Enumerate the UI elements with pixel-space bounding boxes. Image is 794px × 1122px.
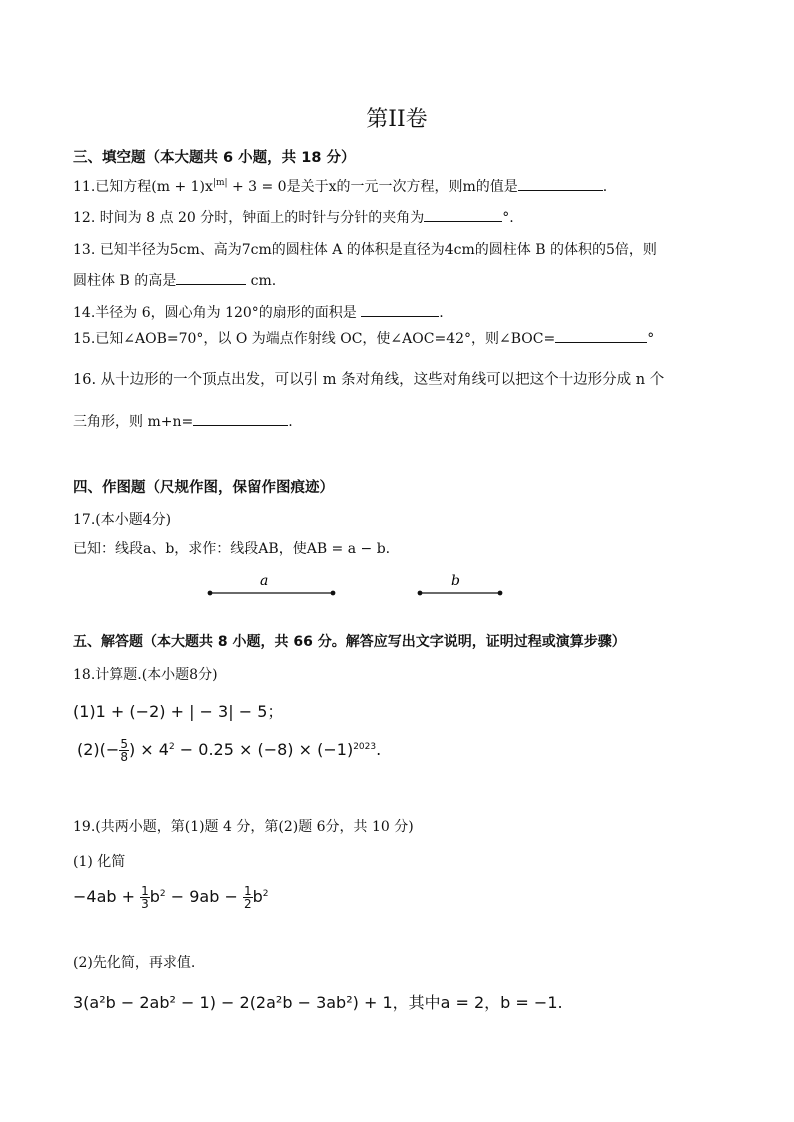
fraction-5-8: $\frac{5}{8}$ <box>120 737 128 764</box>
q12-text: 12. 时间为 8 点 20 分时，钟面上的时针与分针的夹角为 <box>73 210 425 226</box>
segment-a-label: a <box>260 573 269 589</box>
question-19-part1-expression: −4ab + $\frac{1}{3}$ $b^2 - 9ab$ − $\frac{1}{2}$ $b^2$ <box>73 884 269 911</box>
fraction-1-2: $\frac{1}{2}$ <box>243 884 252 911</box>
q11-text: 11.已知方程(m + 1)x <box>73 179 213 195</box>
question-17-heading: 17.(本小题4分) <box>73 512 172 528</box>
section-5-heading: 五、解答题（本大题共 8 小题，共 66 分。解答应写出文字说明，证明过程或演算步骤） <box>73 634 626 650</box>
question-19-heading: 19.(共两小题，第(1)题 4 分，第(2)题 6分，共 10 分) <box>73 819 414 835</box>
q11-exponent: |m| <box>212 178 228 188</box>
q18-2-exponent-2023: 2023 <box>353 742 377 752</box>
q15-end: ° <box>647 331 655 347</box>
question-13-line2 <box>73 270 276 290</box>
q16-end: . <box>288 414 293 430</box>
question-11 <box>73 176 607 196</box>
q14-text: 14.半径为 6，圆心角为 120°的扇形的面积是 <box>73 305 362 321</box>
q18-2-exponent: 2 <box>168 742 175 752</box>
fraction-1-3: $\frac{1}{3}$ <box>141 884 149 911</box>
q15-answer-blank[interactable] <box>555 328 647 343</box>
question-16-line1: 16. 从十边形的一个顶点出发，可以引 m 条对角线，这些对角线可以把这个十边形分成 n 个 <box>73 372 665 388</box>
section-3-heading: 三、填空题（本大题共 6 小题，共 18 分） <box>73 150 356 166</box>
q13-end: cm. <box>246 273 277 289</box>
question-16-line2 <box>73 411 293 431</box>
question-19-part2-expression: 3(a²b − 2ab² − 1) − 2(2a²b − 3ab²) + 1，其中a = 2，b = −1. <box>73 993 563 1012</box>
q18-2-text-2: ) × 4 <box>128 740 169 759</box>
q15-text: 15.已知∠AOB=70°，以 O 为端点作射线 OC，使∠AOC=42°，则∠BOC= <box>73 331 556 347</box>
question-17-text: 已知：线段a、b，求作：线段AB，使AB = a − b. <box>73 541 391 557</box>
given-segments-figure <box>200 570 520 606</box>
question-12 <box>73 207 514 227</box>
question-15 <box>73 328 654 348</box>
q11-text-2: + 3 = 0是关于x的一元一次方程，则m的值是 <box>227 179 518 195</box>
q14-end: . <box>439 305 444 321</box>
question-18-heading: 18.计算题.(本小题8分) <box>73 667 218 683</box>
q13-text: 圆柱体 B 的高是 <box>73 273 177 289</box>
question-13-line1: 13. 已知半径为5cm、高为7cm的圆柱体 A 的体积是直径为4cm的圆柱体 B 的体积的5倍，则 <box>73 242 657 258</box>
question-19-part1-label: (1) 化简 <box>73 854 126 870</box>
q13-answer-blank[interactable] <box>176 270 246 285</box>
q11-end: . <box>602 179 608 195</box>
q18-2-text: (2)(− <box>77 740 120 759</box>
segment-a <box>208 591 336 596</box>
section-4-heading: 四、作图题（尺规作图，保留作图痕迹） <box>73 480 334 496</box>
segment-b <box>418 591 503 596</box>
q16-text: 三角形，则 m+n= <box>73 414 194 430</box>
q12-end: °. <box>502 210 514 226</box>
q12-answer-blank[interactable] <box>424 207 502 222</box>
question-18-part2 <box>77 738 381 763</box>
question-14 <box>73 302 444 322</box>
question-18-part1: (1)1 + (−2) + | − 3| − 5； <box>73 702 284 721</box>
q18-2-end: . <box>376 740 382 759</box>
q16-answer-blank[interactable] <box>193 411 288 426</box>
segment-b-label: b <box>451 573 460 589</box>
q14-answer-blank[interactable] <box>361 302 439 317</box>
q18-2-text-3: − 0.25 × (−8) × (−1) <box>174 740 354 759</box>
q11-answer-blank[interactable] <box>518 176 603 191</box>
page-title: 第II卷 <box>366 107 428 132</box>
question-19-part2-label: (2)先化简，再求值. <box>73 955 196 971</box>
